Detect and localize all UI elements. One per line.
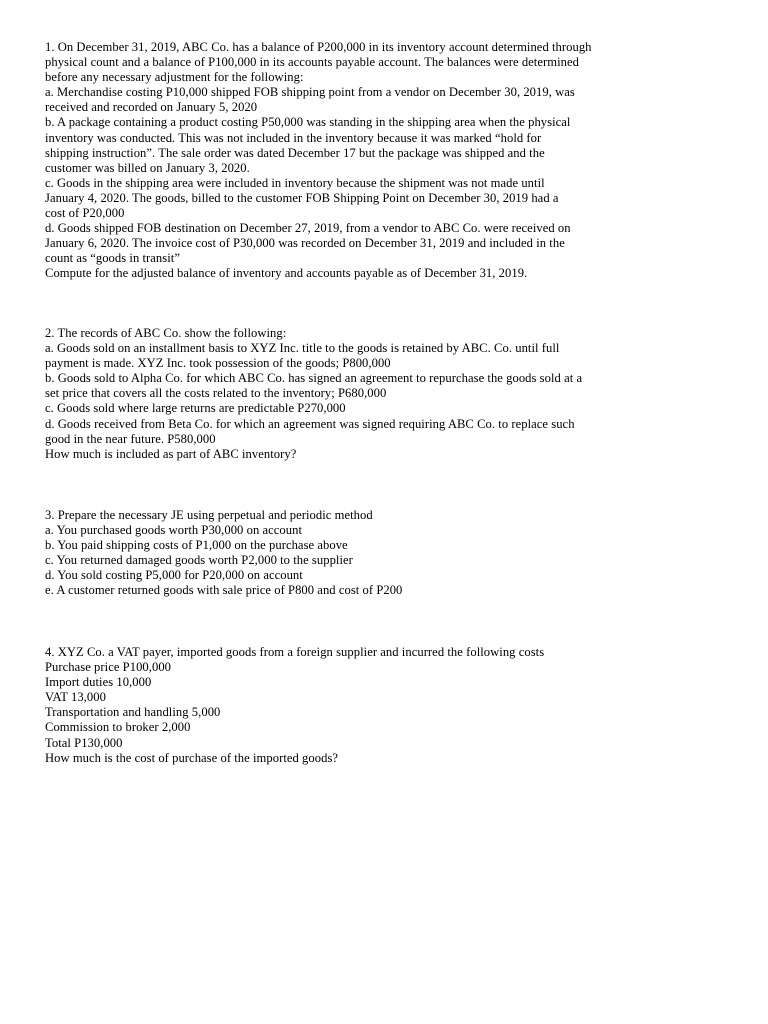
- question-4-line: VAT 13,000: [45, 690, 106, 705]
- question-3-line: b. You paid shipping costs of P1,000 on the purchase above: [45, 538, 348, 553]
- question-1-line: 1. On December 31, 2019, ABC Co. has a balance of P200,000 in its inventory account determined through: [45, 40, 592, 54]
- question-1-line: physical count and a balance of P100,000 in its accounts payable account. The balances were determined: [45, 55, 579, 70]
- question-1-line: received and recorded on January 5, 2020: [45, 100, 258, 115]
- question-1-prompt: Compute for the adjusted balance of inventory and accounts payable as of December 31, 2019.: [45, 266, 528, 281]
- question-1: [45, 40, 745, 282]
- question-2-line: set price that covers all the costs related to the inventory; P680,000: [45, 386, 387, 401]
- question-4: [45, 645, 745, 766]
- question-3-line: d. You sold costing P5,000 for P20,000 on account: [45, 568, 303, 583]
- question-4-line: Import duties 10,000: [45, 675, 152, 690]
- question-2-line: d. Goods received from Beta Co. for which an agreement was signed requiring ABC Co. to replace such: [45, 416, 575, 431]
- question-1-line: count as “goods in transit”: [45, 251, 180, 266]
- question-1-line: customer was billed on January 3, 2020.: [45, 160, 250, 175]
- question-2-line: good in the near future. P580,000: [45, 431, 216, 446]
- question-2-line: b. Goods sold to Alpha Co. for which ABC Co. has signed an agreement to repurchase the goods sold at a: [45, 371, 583, 386]
- question-3-line: e. A customer returned goods with sale price of P800 and cost of P200: [45, 583, 403, 598]
- question-2-line: c. Goods sold where large returns are predictable P270,000: [45, 401, 346, 416]
- question-4-line: Commission to broker 2,000: [45, 720, 191, 735]
- question-1-line: d. Goods shipped FOB destination on December 27, 2019, from a vendor to ABC Co. were received on: [45, 221, 571, 236]
- question-1-line: shipping instruction”. The sale order was dated December 17 but the package was shipped and the: [45, 145, 545, 160]
- question-1-line: January 6, 2020. The invoice cost of P30,000 was recorded on December 31, 2019 and included in the: [45, 236, 565, 251]
- question-4-prompt: How much is the cost of purchase of the imported goods?: [45, 750, 339, 765]
- question-4-line: 4. XYZ Co. a VAT payer, imported goods from a foreign supplier and incurred the following costs: [45, 645, 545, 659]
- question-4-line: Transportation and handling 5,000: [45, 705, 221, 720]
- question-1-line: a. Merchandise costing P10,000 shipped FOB shipping point from a vendor on December 30, 2019, was: [45, 85, 575, 100]
- question-3-line: c. You returned damaged goods worth P2,000 to the supplier: [45, 553, 353, 568]
- question-1-line: c. Goods in the shipping area were included in inventory because the shipment was not made until: [45, 175, 545, 190]
- question-2-line: a. Goods sold on an installment basis to XYZ Inc. title to the goods is retained by ABC. Co. until full: [45, 341, 560, 356]
- question-1-line: January 4, 2020. The goods, billed to the customer FOB Shipping Point on December 30, 2019 had a: [45, 190, 559, 205]
- question-1-line: before any necessary adjustment for the following:: [45, 70, 304, 85]
- question-2-line: payment is made. XYZ Inc. took possession of the goods; P800,000: [45, 356, 391, 371]
- question-2: [45, 326, 745, 462]
- question-3-line: a. You purchased goods worth P30,000 on account: [45, 523, 302, 538]
- question-1-line: b. A package containing a product costing P50,000 was standing in the shipping area when the physical: [45, 115, 571, 130]
- question-1-line: cost of P20,000: [45, 206, 125, 221]
- question-1-line: inventory was conducted. This was not included in the inventory because it was marked “hold for: [45, 130, 542, 145]
- question-4-line: Purchase price P100,000: [45, 660, 172, 675]
- question-2-prompt: How much is included as part of ABC inventory?: [45, 446, 297, 461]
- question-3: [45, 508, 745, 599]
- question-4-line: Total P130,000: [45, 735, 123, 750]
- question-2-line: 2. The records of ABC Co. show the following:: [45, 326, 287, 340]
- question-3-line: 3. Prepare the necessary JE using perpetual and periodic method: [45, 508, 373, 522]
